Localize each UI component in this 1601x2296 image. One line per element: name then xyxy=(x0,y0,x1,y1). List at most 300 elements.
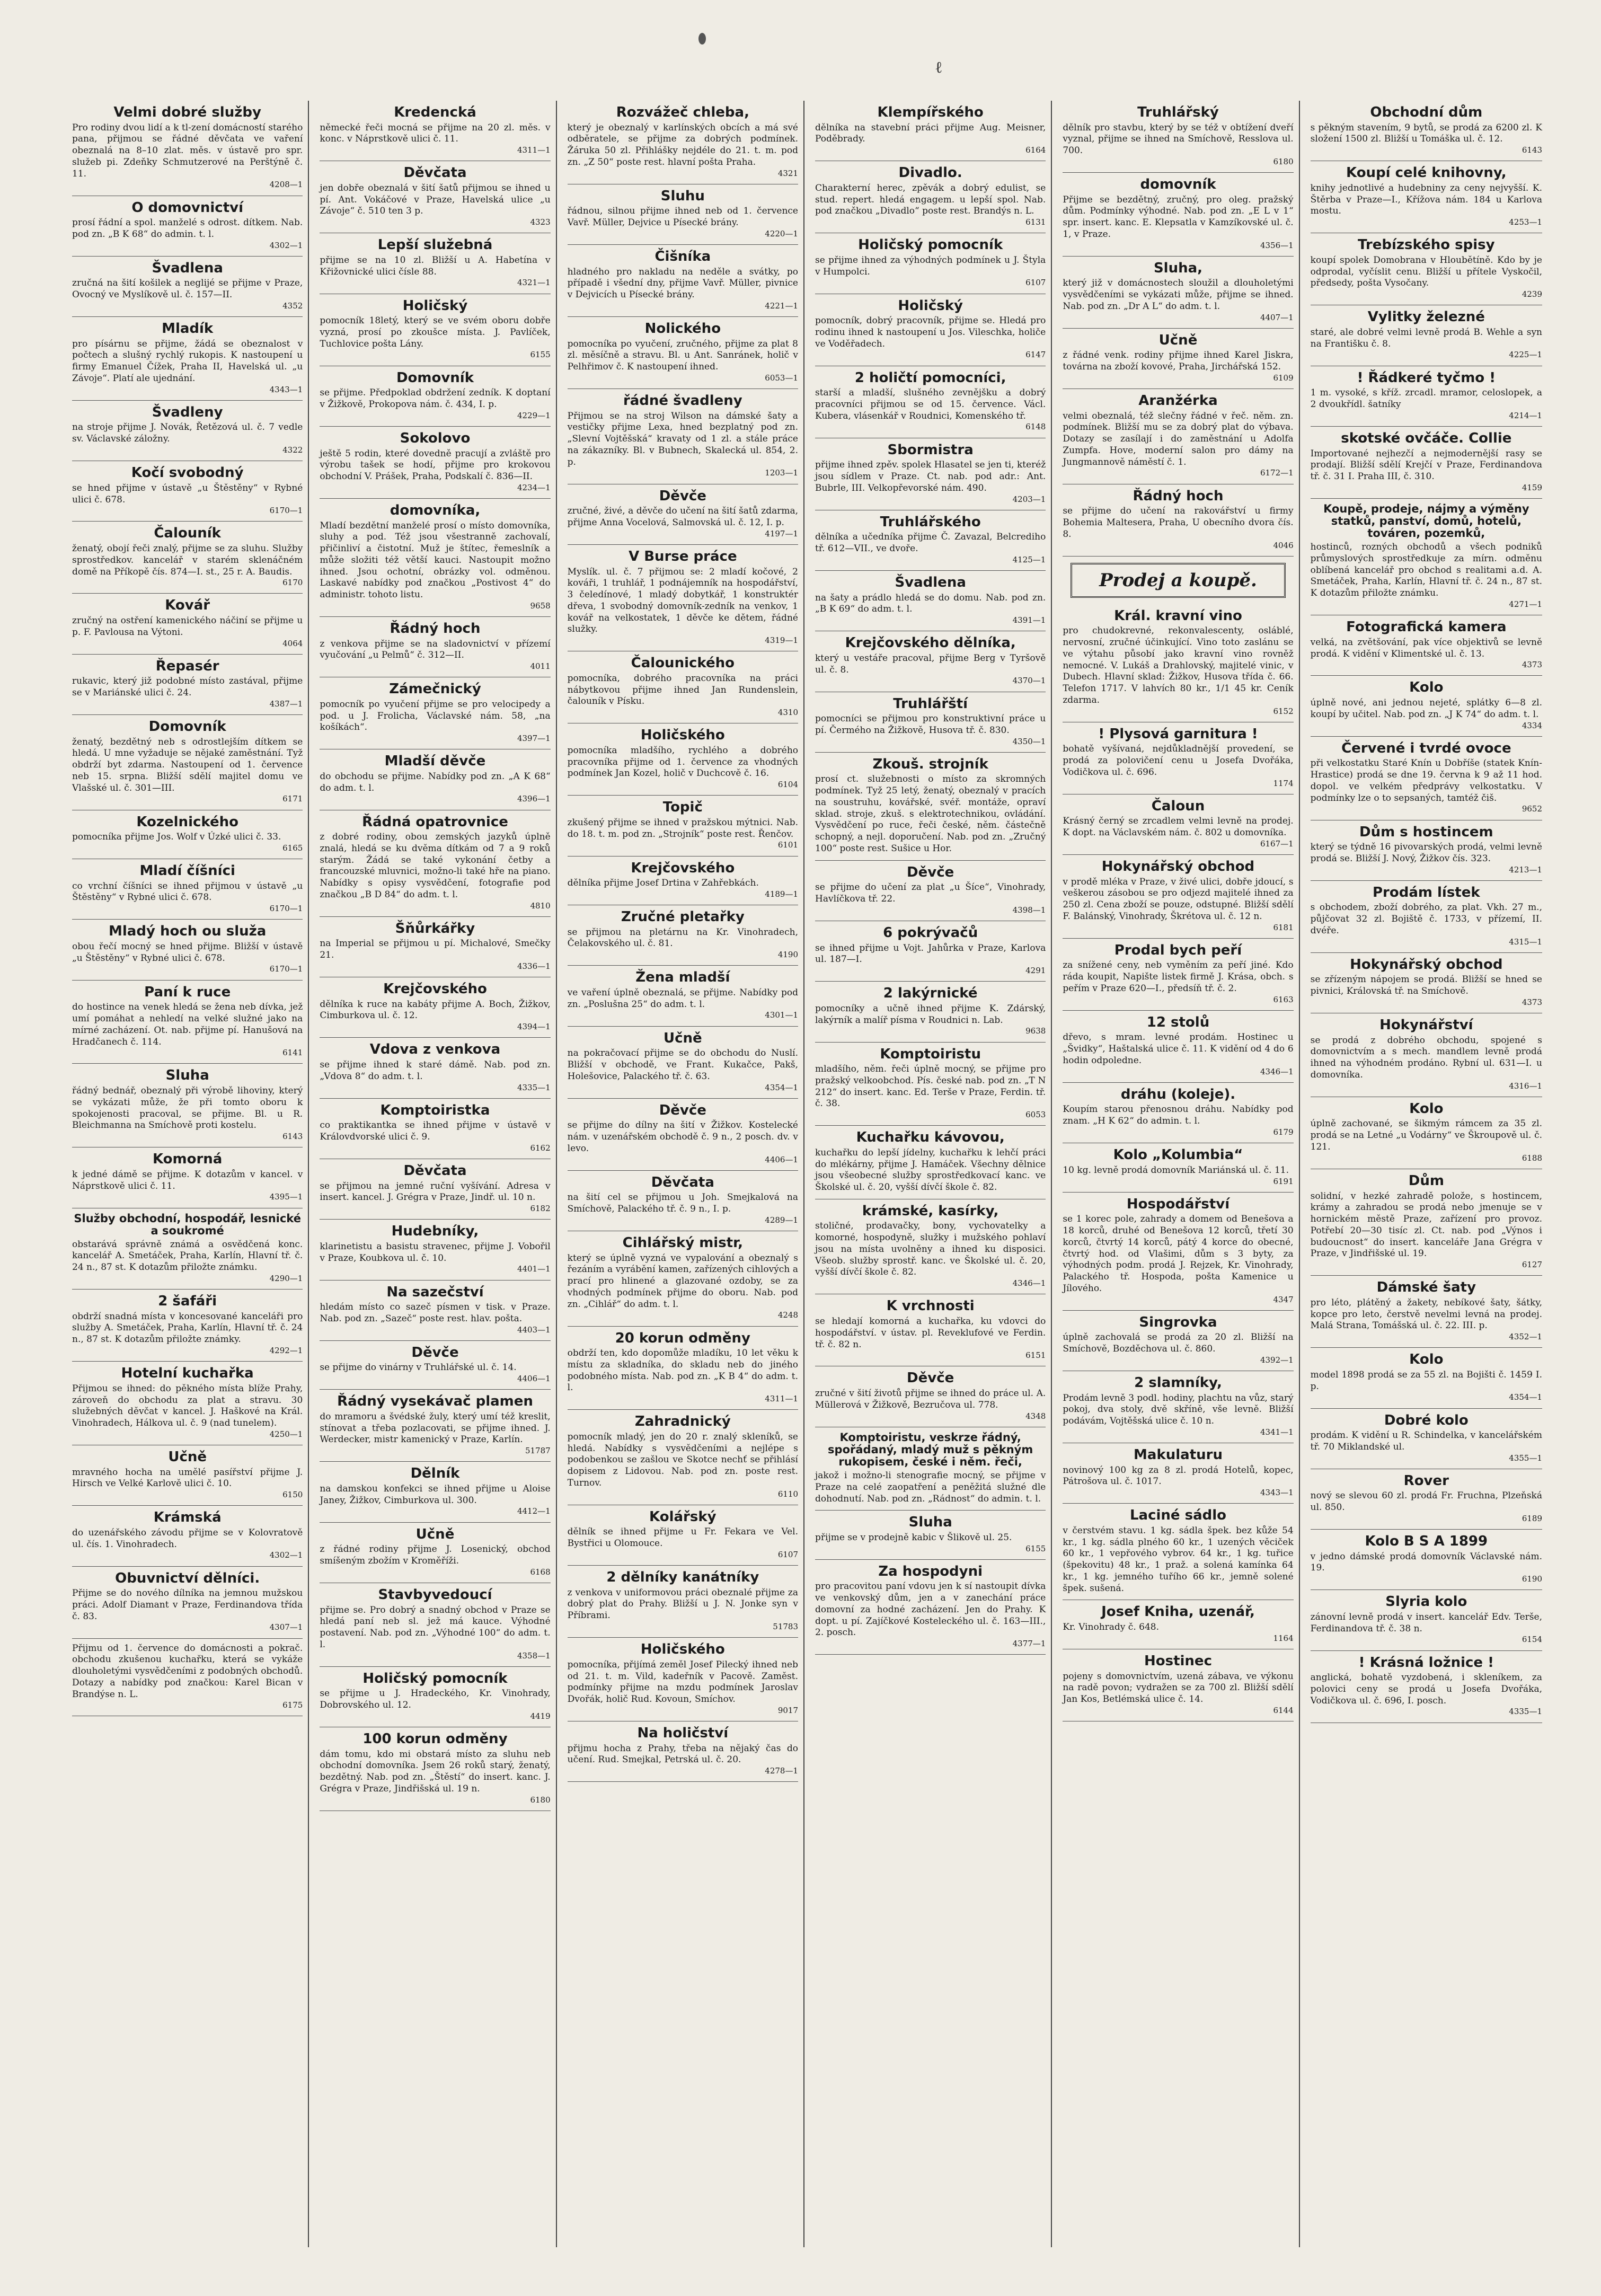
ad-text: který již v domácnostech sloužil a dlouholetými vysvědčeními se vykázati může, přijme se ihned. Nab. pod zn. „Dr A L“ do adm. t. l. xyxy=(1063,278,1294,312)
classified-ad xyxy=(568,905,798,966)
ad-text: dělníka přijme Josef Drtina v Zahřebkách. xyxy=(567,878,759,889)
ad-heading: Sluha xyxy=(908,1514,952,1531)
ad-text: za snížené ceny, neb vyměním za peří jiné. Kdo ráda koupit, Napište listek firmě J. Krása, obch. s peřím v Praze 620—I., předsíň tř. č. 2. xyxy=(1063,960,1294,994)
ad-heading: Učně xyxy=(168,1449,207,1465)
ad-text: při velkostatku Staré Knín u Dobříše (statek Knín-Hrastice) prodá se dne 19. června k 9 až 11 hod. dopol. ve velkém předprávy velkostatku. V podmínky lze o to sepsaných, tamtéž čiš. xyxy=(1310,758,1542,803)
ad-code: 6171 xyxy=(282,794,303,804)
ad-code: 4394—1 xyxy=(517,1022,551,1032)
ad-heading: Vdova z venkova xyxy=(369,1041,501,1058)
ad-text: se hledají komorná a kuchařka, ku vdovci do hospodářství. v ústav. pl. Reveklufové ve Ferdin. tř. č. 82 n. xyxy=(815,1316,1046,1350)
classified-ad xyxy=(815,571,1046,631)
ad-text: jen dobře obeznalá v šití šatů přijmou se ihned u pí. Ant. Vokáčové v Praze, Havelská ulice „u Závoje“ č. 510 ten 3 p. xyxy=(320,182,551,217)
classified-ad xyxy=(72,401,303,461)
classified-ad xyxy=(1063,1193,1293,1311)
ad-text: starší a mladší, slušného zevnějšku a dobrý pracovníci přijmou se od 15. července. Václ. Kubera, vlásenkář v Roudnici, Komenského tř. xyxy=(815,387,1046,421)
ad-text: ještě 5 rodin, které dovedně pracují a zvláště pro výrobu tašek se hodí, přijme pro krokovou obchodní V. Prášek, Praha, Podskalí č. 836—II. xyxy=(320,448,551,482)
classified-ad xyxy=(568,484,798,545)
classified-ad xyxy=(815,101,1046,161)
ad-code: 6168 xyxy=(530,1567,551,1577)
ad-text: v čerstvém stavu. 1 kg. sádla špek. bez kůže 54 kr., 1 kg. sádla plného 60 kr., 1 uzených věciček 60 kr., 1 vepřového vybrov. 64 kr., 1 kg. tuřice (špekovitu) 48 kr., 1 praž. a solená kamínka 64 kr., 1 kg. jemného tuřího 66 kr., jemně solené špek. sušená. xyxy=(1063,1525,1294,1594)
ad-text: pomocník mladý, jen do 20 r. znalý skleníků, se hledá. Nabídky s vysvědčeními a nejlépe s podobenkou se zašlou ve Skotce nechť se přihlásí dopisem z Lidovou. Nab. pod zn. poste rest. Turnov. xyxy=(567,1431,798,1488)
classified-ad xyxy=(1063,173,1293,257)
classified-ad xyxy=(1063,1443,1293,1504)
ad-heading: 2 holičtí pomocníci, xyxy=(854,369,1006,386)
classified-ad xyxy=(1311,1651,1542,1723)
ad-text: stoličné, prodavačky, bony, vychovatelky a komorné, hospodyně, služky i mužského pohlaví jsou na místa uvolněny a ihned ku disposici. Všeob. služby sprostř. kanc. ve Školské ul. č. 20, vyšší dívčí škole č. 82. xyxy=(815,1221,1046,1278)
ad-heading: Josef Kniha, uzenář, xyxy=(1101,1604,1255,1620)
ad-heading: Obchodní dům xyxy=(1370,104,1483,120)
ad-heading: Na holičství xyxy=(637,1725,729,1741)
ad-heading: Děvče xyxy=(659,488,706,504)
ad-heading: Mladý hoch ou služa xyxy=(109,923,267,940)
ad-text: klarinetistu a basistu stravenec, přijme J. Vobořil v Praze, Koubkova ul. č. 10. xyxy=(320,1241,551,1264)
ad-text: se prodá z dobrého obchodu, spojené s domovnictvím a s mech. mandlem levně prodá ihned na výhodném prodáno. Rybní ul. 631—I. u domovníka. xyxy=(1310,1035,1542,1080)
ad-code: 6182 xyxy=(530,1204,551,1214)
ad-heading: Hospodářství xyxy=(1126,1196,1230,1212)
ad-text: dělníka na stavební práci přijme Aug. Meisner, Poděbrady. xyxy=(815,122,1046,145)
classified-ad xyxy=(72,1506,303,1566)
classified-ad xyxy=(72,101,303,196)
classified-ad xyxy=(72,1290,303,1362)
ad-heading: Sokolovo xyxy=(400,430,471,446)
ad-code: 4406—1 xyxy=(517,1374,551,1384)
ad-heading: 12 stolů xyxy=(1146,1014,1210,1030)
ad-code: 6131 xyxy=(1025,217,1046,227)
ad-code: 4197—1 xyxy=(765,528,798,538)
classified-ad xyxy=(1311,737,1542,820)
ad-text: hledám místo co sazeč písmen v tisk. v Praze. Nab. pod zn. „Sazeč“ poste rest. hlav. pošta. xyxy=(320,1302,551,1324)
ad-code: 6144 xyxy=(1273,1705,1294,1715)
ad-text: zručné, živé, a děvče do učení na šití šatů zdarma, přijme Anna Vocelová, Salmovská ul. č. 12, I. p. xyxy=(567,506,798,528)
ad-code: 6170—1 xyxy=(269,506,303,516)
ad-code: 4311—1 xyxy=(765,1394,798,1404)
ad-heading: Kolo xyxy=(1409,1100,1444,1117)
ad-code: 4391—1 xyxy=(1012,615,1046,625)
classified-ad xyxy=(1311,233,1542,305)
classified-ad xyxy=(1063,1311,1293,1371)
ad-code: 4302—1 xyxy=(269,240,303,250)
ad-text: ve vaření úplně obeznalá, se přijme. Nabídky pod zn. „Poslušna 25“ do adm. t. l. xyxy=(567,987,798,1010)
ad-code: 4311—1 xyxy=(517,145,551,155)
classified-ad xyxy=(72,1445,303,1506)
classified-ad xyxy=(1063,329,1293,389)
classified-ad xyxy=(320,1462,550,1522)
ad-code: 6170—1 xyxy=(269,904,303,914)
classified-ad xyxy=(1063,389,1293,484)
ad-text: řádný bednář, obeznalý při výrobě lihoviny, který se vykázati může, že při tomto oboru k spokojenosti pracoval, se přijme. Bl. u R. Bleichmanna na Smíchově proti kostelu. xyxy=(72,1085,303,1131)
classified-ad xyxy=(1063,1371,1293,1443)
ad-text: z venkova přijme se na sladovnictví v přízemí vyučování „u Pelmů“ č. 312—II. xyxy=(320,638,551,661)
classified-ad xyxy=(1063,939,1293,1011)
ad-heading: Čaloun xyxy=(1151,798,1205,814)
ad-code: 4189—1 xyxy=(765,889,798,899)
classified-ad xyxy=(72,461,303,522)
ad-heading: Děvčata xyxy=(403,165,467,181)
classified-ad xyxy=(320,427,550,499)
ad-text: ženatý, bezdětný neb s odrostlejším dítkem se hledá. U mne vyžaduje se nějaké zaměstnání. Tyž obdrží byt zdarma. Nastoupení od 1. července neb 15. srpna. Bližší sdělí majitel domu ve Vlašské ul. č. 301—III. xyxy=(72,736,303,793)
classified-ad xyxy=(815,1511,1046,1560)
ad-heading: Truhlářského xyxy=(880,514,981,530)
ad-code: 9638 xyxy=(1025,1026,1046,1036)
classified-ad xyxy=(815,1560,1046,1655)
ad-heading: Domovník xyxy=(148,719,226,735)
classified-ad xyxy=(568,966,798,1026)
ad-text: pomocníka, přijímá zeměl Josef Pilecký ihned neb od 21. t. m. Vild, kadeřník v Pacově. Zaměst. podmínky přijme na mzdu podmínek Jaroslav Dvořák, holič Rud. Kovoun, Smíchov. xyxy=(567,1659,798,1705)
classified-ad xyxy=(815,861,1046,921)
classified-ad xyxy=(320,1281,550,1341)
classified-ad xyxy=(320,917,550,977)
ad-text: úplně nové, ani jednou nejeté, splátky 6—8 zl. koupí by učitel. Nab. pod zn. „J K 74“ do adm. t. l. xyxy=(1310,697,1542,720)
ad-code: 4350—1 xyxy=(1012,736,1046,746)
ad-heading: domovníka, xyxy=(390,502,481,518)
ad-code: 4346—1 xyxy=(1260,1066,1294,1076)
ad-heading: Řádná opatrovnice xyxy=(362,814,508,830)
classified-ad xyxy=(1311,1409,1542,1469)
ad-heading: Paní k ruce xyxy=(144,984,231,1000)
classified-ad xyxy=(1063,1504,1293,1600)
ad-heading: Řepasér xyxy=(155,658,219,674)
ad-code: 6167—1 xyxy=(1260,838,1294,849)
ad-heading: ! Krásná ložnice ! xyxy=(1358,1654,1494,1671)
ad-text: koupí spolek Domobrana v Hloubětíně. Kdo by je odprodal, vyčíslit cenu. Bližší u přítele Vyskočil, předsedy, pošta Vysočany. xyxy=(1310,254,1542,289)
classified-ad xyxy=(1311,161,1542,233)
ad-heading: Děvče xyxy=(907,1370,954,1387)
classified-ad xyxy=(815,753,1046,861)
ad-text: přijmu hocha z Prahy, třeba na nějaký čas do učení. Rud. Smejkal, Petrská ul. č. 20. xyxy=(567,1743,798,1765)
ad-code: 4396—1 xyxy=(517,794,551,804)
classified-ad xyxy=(72,1064,303,1147)
ad-text: pomocník po vyučení přijme se pro velocipedy a pod. u J. Frolicha, Václavské nám. 58, „na košíkách“. xyxy=(320,699,551,733)
ad-heading: Kuchařku kávovou, xyxy=(856,1129,1005,1146)
ad-text: hostinců, rozných obchodů a všech podniků průmyslových sprostředkuje za mírn. odměnu oblíbená kancelář pro obchod s realitami a.d. A. Smetáček, Praha, Karlín, Hlavní tř. č. 24 n., 87 st. K dotazům přiložte známku. xyxy=(1310,542,1542,599)
ad-code: 4323 xyxy=(530,217,551,227)
classified-ad xyxy=(1063,1649,1293,1721)
classified-ad xyxy=(815,233,1046,294)
classified-ad xyxy=(815,366,1046,438)
ad-text: do mramoru a švédské žuly, který umí též kreslit, stínovat a třeba pozlacovati, se přijme ihned. J. Werdecker, mistr kamenický v Praze, Karlín. xyxy=(320,1411,551,1445)
ad-heading: Hokynářský obchod xyxy=(1101,859,1255,875)
classified-ad xyxy=(1311,499,1542,615)
classified-ad xyxy=(72,522,303,594)
ad-heading: Koupí celé knihovny, xyxy=(1346,165,1507,181)
column-1 xyxy=(69,101,309,2247)
ad-heading: Divadlo. xyxy=(898,165,962,181)
classified-ad xyxy=(1063,1143,1293,1193)
ad-heading: Fotografická kamera xyxy=(1346,619,1507,635)
classified-ad xyxy=(1311,101,1542,161)
ad-code: 4046 xyxy=(1273,540,1294,550)
classified-ad xyxy=(320,1583,550,1667)
ad-heading: dráhu (koleje). xyxy=(1120,1086,1236,1102)
ad-code: 6181 xyxy=(1273,922,1294,932)
ad-heading: Obuvnictví dělníci. xyxy=(115,1570,260,1586)
ad-heading: Holičského xyxy=(640,727,725,744)
ad-heading: Hotelní kuchařka xyxy=(121,1365,254,1382)
ad-code: 6147 xyxy=(1025,350,1046,360)
ad-text: dělník se ihned přijme u Fr. Fekara ve Vel. Bystřici u Olomouce. xyxy=(567,1526,798,1549)
ad-text: úplně zachované, se šikmým rámcem za 35 zl. prodá se na Letné „u Vodárny“ ve Škroupově ul. č. 121. xyxy=(1310,1118,1542,1152)
ad-code: 1203—1 xyxy=(765,468,798,478)
ad-text: zručný na ostření kamenického náčiní se přijme u p. F. Pavlousa na Výtoni. xyxy=(72,615,303,638)
ad-code: 4203—1 xyxy=(1012,494,1046,504)
ad-code: 6143 xyxy=(1522,145,1542,155)
ad-heading: Sluha, xyxy=(1153,260,1203,276)
ad-text: se přijmou na jemné ruční vyšívání. Adresa v insert. kancel. J. Grégra v Praze, Jindř. ul. 10 n. xyxy=(320,1180,551,1203)
ad-code: 4253—1 xyxy=(1509,217,1542,227)
classified-ad xyxy=(72,655,303,715)
ad-code: 4335—1 xyxy=(1509,1707,1542,1717)
column-4 xyxy=(812,101,1052,2247)
ad-code: 4239 xyxy=(1522,289,1542,299)
classified-ad xyxy=(72,1147,303,1208)
ad-text: dělníka k ruce na kabáty přijme A. Boch, Žižkov, Cimburkova ul. č. 12. xyxy=(320,999,551,1021)
ad-code: 4064 xyxy=(282,638,303,648)
ad-text: přijme ihned zpěv. spolek Hlasatel se jen ti, kteréž jsou sídlem v Praze. Ct. nab. pod adr.: Ant. Bubrle, III. Velkopřevorské nám. 490. xyxy=(815,460,1046,493)
ad-text: anglická, bohatě vyzdobená, i skleníkem, za polovici ceny se prodá u Josefa Dvořáka, Vodičkova ul. č. 696, I. posch. xyxy=(1310,1672,1542,1706)
classified-ad xyxy=(1311,1013,1542,1097)
ad-heading: Topič xyxy=(662,799,703,816)
ad-text: Krásný černý se zrcadlem velmi levně na prodej. K dopt. na Václavském nám. č. 802 u domovníka. xyxy=(1063,816,1294,838)
ad-heading: Kolo B S A 1899 xyxy=(1365,1533,1488,1550)
ad-text: pro pracovitou paní vdovu jen k sí nastoupit dívka ve venkovský dům, jen a v zanechání práce domovní za hodné zacházení. Jen do Prahy. K dopt. u pí. Zajíčkové Kosteleckého ul. č. 163—III., 2. posch. xyxy=(815,1581,1046,1638)
classified-ad xyxy=(568,1327,798,1410)
ad-code: 4392—1 xyxy=(1260,1355,1294,1365)
classified-ad xyxy=(1311,953,1542,1013)
ad-code: 9658 xyxy=(530,601,551,611)
ad-text: který se úplně vyzná ve vypalování a obeznalý s řezáním a vyrábění kamen, zařízených cihlových a prací pro hlinené a glazované ozdoby, se za vhodných podmínek přijme do oboru. Nab. pod zn. „Cihlář“ do adm. t. l. xyxy=(567,1252,798,1310)
ad-text: jakož i možno-li stenografie mocný, se přijme v Praze na celé zaopatření a peněžitá služné dle dohodnutí. Nab. pod zn. „Rádnost“ do admin. t. l. xyxy=(815,1470,1046,1504)
classified-ad xyxy=(815,1366,1046,1427)
ad-text: pomocníka, dobrého pracovníka na práci nábytkovou přijme ihned Jan Rundenslein, čalouník v Písku. xyxy=(567,673,798,707)
classified-ad xyxy=(1311,1469,1542,1530)
ad-text: Koupím starou přenosnou dráhu. Nabídky pod znam. „H K 62“ do admin. t. l. xyxy=(1063,1104,1294,1127)
classified-ad xyxy=(1063,604,1293,722)
classified-ad xyxy=(1311,427,1542,499)
ad-text: k jedné dámě se přijme. K dotazům v kancel. v Náprstkově ulici č. 11. xyxy=(72,1169,303,1191)
ad-code: 6101 xyxy=(777,840,798,850)
ad-code: 4407—1 xyxy=(1260,312,1294,322)
ad-code: 4125—1 xyxy=(1012,554,1046,564)
ad-heading: Švadlena xyxy=(895,574,966,590)
ad-heading: Děvče xyxy=(411,1344,459,1361)
ad-code: 6107 xyxy=(1025,278,1046,288)
ad-text: dřevo, s mram. levné prodám. Hostinec u „Švidky“, Haštalská ulice č. 11. K vidění od 4 do 6 hodin odpoledne. xyxy=(1063,1032,1294,1066)
ad-code: 4213—1 xyxy=(1509,864,1542,875)
ad-text: 1 m. vysoké, s kříž. zrcadl. mramor, celoslopek, a 2 dvoukřídl. šatníky xyxy=(1310,387,1542,410)
column-5 xyxy=(1059,101,1299,2247)
ad-code: 4229—1 xyxy=(517,410,551,420)
ad-heading: skotské ovčáče. Collie xyxy=(1341,430,1512,446)
ad-code: 4011 xyxy=(530,661,551,672)
ad-text: pojeny s domovnictvím, uzená zábava, ve výkonu na radě povon; vydražen se za 700 zl. Bližší sdělí Jan Kos, Betlémská ulice č. 14. xyxy=(1063,1671,1294,1705)
classified-ad xyxy=(815,1043,1046,1126)
ad-code: 4406—1 xyxy=(765,1154,798,1164)
ad-heading: Truhlářští xyxy=(893,695,968,712)
classified-ad xyxy=(72,196,303,257)
ad-text: se přijme do učení za plat „u Šíce“, Vinohrady, Havlíčkova tř. 22. xyxy=(815,882,1046,904)
classified-ad xyxy=(568,389,798,484)
ad-code: 6155 xyxy=(1025,1543,1046,1553)
ad-heading: Holičský xyxy=(402,297,468,314)
ad-code: 4347 xyxy=(1273,1294,1294,1304)
ad-code: 4290—1 xyxy=(269,1273,303,1283)
ad-text: se přijme do vinárny v Truhlářské ul. č. 14. xyxy=(320,1362,517,1373)
ad-code: 6053—1 xyxy=(765,373,798,383)
ad-code: 4356—1 xyxy=(1260,240,1294,250)
ad-text: Přijmou se na stroj Wilson na dámské šaty a vestičky přijme Lexa, hned bezplatný pod zn. „Slevní Vojtěšská“ kravaty od 1 zl. a stále práce na zákazníky. Bl. v Bubnech, Skalecká ul. 854, 2. p. xyxy=(567,410,798,467)
ad-text: úplně zachovalá se prodá za 20 zl. Bližší na Smíchově, Bozděchova ul. č. 860. xyxy=(1063,1332,1294,1355)
ad-code: 9017 xyxy=(777,1705,798,1715)
ad-text: na pokračovací přijme se do obchodu do Nuslí. Bližší v obchodě, ve Frant. Kukačce, Pakš, Holešovice, Palackého tř. č. 63. xyxy=(567,1048,798,1082)
ad-text: prosí ct. služebnosti o místo za skromných podmínek. Tyž 25 letý, ženatý, obeznalý v pracích na soustruhu, kovářské, svéř. montáže, opraví sklad. stroje, zkuš. s elektrotechnikou, ovládání. Vysvědčení po ruce, řeči české, něm. částečně schopný, a nejl. doporučení. Nab. pod zn. „Zručný 100“ poste rest. Sušice u Hor. xyxy=(815,774,1046,854)
ad-code: 6189 xyxy=(1522,1513,1542,1523)
ad-text: s obchodem, zboží dobrého, za plat. Vkh. 27 m., půjčovat 32 zl. Bojiště č. 1733, v přízemí, II. dvéře. xyxy=(1310,902,1542,936)
ad-heading: Řádný hoch xyxy=(1133,488,1224,504)
ad-text: nový se slevou 60 zl. prodá Fr. Fruchna, Plzeňská ul. 850. xyxy=(1310,1490,1542,1513)
ad-code: 4289—1 xyxy=(765,1215,798,1225)
ad-text: Přijme se bezdětný, zručný, pro oleg. pražský dům. Podmínky výhodné. Nab. pod zn. „E L v 1“ spr. insert. kanc. E. Klepsatla v Kamzíkovské ul. č. 1, v Praze. xyxy=(1063,194,1294,240)
ad-code: 4398—1 xyxy=(1012,905,1046,915)
classified-ad xyxy=(320,1390,550,1462)
ad-text: velká, na zvětšování, pak více objektivů se levně prodá. K vidění v Klimentské ul. č. 13. xyxy=(1310,637,1542,659)
ad-heading: ! Plysová garnitura ! xyxy=(1098,726,1258,742)
classified-ad xyxy=(568,1505,798,1566)
classified-ad xyxy=(568,184,798,245)
column-6 xyxy=(1307,101,1547,2247)
ad-heading: Makulaturu xyxy=(1134,1447,1223,1463)
ad-heading: Aranžérka xyxy=(1138,393,1218,409)
ad-heading: Řádný vysekávač plamen xyxy=(337,1393,533,1410)
ad-code: 4278—1 xyxy=(765,1766,798,1776)
ad-text: obstarává správně známá a osvědčená konc. kancelář A. Smetáček, Praha, Karlín, Hlavní tř. č. 24 n., 87 st. K dotazům přiložte známku. xyxy=(72,1239,303,1273)
ad-text: z řádné venk. rodiny přijme ihned Karel Jiskra, továrna na zboží kovové, Praha, Jirchářská 152. xyxy=(1063,350,1294,373)
classified-ad xyxy=(1063,101,1293,173)
classified-ad xyxy=(1311,366,1542,427)
classified-ad xyxy=(72,981,303,1064)
ad-heading: Červené i tvrdé ovoce xyxy=(1341,740,1511,756)
ad-text: zánovní levně prodá v insert. kancelář Edv. Terše, Ferdinandova tř. č. 38 n. xyxy=(1310,1611,1542,1634)
ad-heading: Za hospodyni xyxy=(878,1563,983,1579)
ad-text: na Imperial se přijmou u pí. Michalové, Smečky 21. xyxy=(320,938,551,961)
ad-code: 4292—1 xyxy=(269,1345,303,1355)
ad-text: Přijmou se ihned: do pěkného místa blíže Prahy, zároveň do obchodu za plat a stravu. 30 služebných děvčat v kancel. J. Haškové na Král. Vinohradech, Hálkova ul. č. 9 (nad tunelem). xyxy=(72,1383,303,1428)
ad-heading: Vylitky železné xyxy=(1367,309,1485,325)
ad-text: Přijmu od 1. července do domácnosti a pokrač. obchodu zkušenou kuchařku, která se vykáže dlouholetými vysvědčeními z podobných obchodů. Dotazy a nabídky pod značkou: Karel Bican v Brandýse n. L. xyxy=(72,1642,303,1700)
classified-ad xyxy=(1063,794,1293,855)
ad-heading: Švadlena xyxy=(152,260,223,276)
ad-code: 6152 xyxy=(1273,706,1294,716)
ad-text: pomocník, dobrý pracovník, přijme se. Hledá pro rodinu ihned k nastoupení u Jos. Vileschka, holiče ve Voděřadech. xyxy=(815,315,1046,349)
ad-heading: Zkouš. strojník xyxy=(872,756,988,772)
ad-code: 6180 xyxy=(530,1795,551,1805)
ad-heading: Prodám lístek xyxy=(1372,884,1480,900)
ad-heading: Kočí svobodný xyxy=(131,465,244,481)
ad-text: Kr. Vinohrady č. 648. xyxy=(1063,1622,1159,1632)
classified-ad xyxy=(1311,305,1542,366)
ad-code: 4354—1 xyxy=(765,1082,798,1092)
classified-ad xyxy=(568,1566,798,1638)
ad-text: Charakterní herec, zpěvák a dobrý edulist, se stud. repert. hledá engagem. u lepší spol. Nab. pod značkou „Divadlo“ poste rest. Brandýs n. L. xyxy=(815,182,1046,217)
classified-ad xyxy=(1311,820,1542,881)
classified-ad xyxy=(72,257,303,317)
ad-text: řádnou, silnou přijme ihned neb od 1. července Vavř. Müller, Dejvice u Písecké brány. xyxy=(567,206,798,228)
ad-text: pomocníka mladšího, rychlého a dobrého pracovníka přijme od 1. července za vhodných podmínek Jan Kozel, holič v Duchcově č. 16. xyxy=(567,745,798,779)
classified-ad xyxy=(1311,1590,1542,1650)
ad-heading: Šňůrkářky xyxy=(395,920,475,937)
ad-heading: V Burse práce xyxy=(629,548,737,564)
ad-code: 4334 xyxy=(1522,720,1542,730)
ad-heading: Děvče xyxy=(659,1102,706,1118)
ad-heading: Děvče xyxy=(907,864,954,880)
classified-ad xyxy=(568,1099,798,1171)
classified-ad xyxy=(320,499,550,617)
ad-heading: 2 slamníky, xyxy=(1134,1375,1222,1391)
classified-ad xyxy=(568,101,798,184)
ad-heading: Komptoiristu, veskrze řádný, spořádaný, mladý muž s pěkným rukopisem, české i něm. řeči, xyxy=(828,1430,1033,1468)
classified-ad xyxy=(72,594,303,654)
classified-ad xyxy=(815,921,1046,982)
ad-heading: 20 korun odměny xyxy=(615,1330,750,1346)
ad-heading: Singrovka xyxy=(1139,1314,1217,1330)
classified-ad xyxy=(1311,1097,1542,1169)
classified-ad xyxy=(1063,484,1293,557)
ad-code: 6172—1 xyxy=(1260,468,1294,478)
ad-heading: 2 dělníky kanátníky xyxy=(606,1569,759,1586)
ad-code: 6165 xyxy=(282,843,303,853)
classified-ad xyxy=(1311,676,1542,736)
ad-text: který se týdně 16 pivovarských prodá, velmi levně prodá se. Bližší J. Nový, Žižkov čís. 323. xyxy=(1310,842,1542,864)
ad-code: 4419 xyxy=(530,1711,551,1721)
ad-code: 4214—1 xyxy=(1509,410,1542,420)
ad-code: 4343—1 xyxy=(1260,1488,1294,1498)
ad-text: se zřízeným nápojem se prodá. Bližší se hned se pivnici, Královská tř. na Smíchově. xyxy=(1310,974,1542,997)
ad-heading: Prodal bych peří xyxy=(1114,942,1242,958)
ad-text: z řádné rodiny přijme J. Losenický, obchod smíšeným zbožím v Kroměříži. xyxy=(320,1544,551,1566)
classified-ad xyxy=(320,1667,550,1727)
ad-heading: 2 lakýrnické xyxy=(883,985,978,1002)
classified-ad xyxy=(568,856,798,906)
ad-heading: Zámečnický xyxy=(389,681,481,697)
ad-text: mravného hocha na umělé pasířství přijme J. Hirsch ve Velké Karlově ulici č. 10. xyxy=(72,1467,303,1489)
ad-heading: Řádný hoch xyxy=(390,620,481,637)
ad-text: pomocníci se přijmou pro konstruktivní práce u pí. Čermého na Žižkově, Husova tř. č. 830. xyxy=(815,713,1046,736)
ad-text: pomocník 18letý, který se ve svém oboru dobře vyzná, prosí po zkoušce místa. J. Pavlíček, Tuchlovice pošta Lány. xyxy=(320,315,551,349)
classified-ad xyxy=(815,510,1046,571)
ad-heading: Služby obchodní, hospodář, lesnické a soukromé xyxy=(74,1212,301,1237)
ad-text: se přijme do učení na rakovářství u firmy Bohemia Maltesera, Praha, U obecního dvora čís. 8. xyxy=(1063,506,1294,540)
ad-code: 6107 xyxy=(777,1549,798,1559)
ad-heading: Dobré kolo xyxy=(1384,1412,1469,1428)
ad-text: se přijme ihned k staré dámě. Nab. pod zn. „Vdova 8“ do adm. t. l. xyxy=(320,1059,551,1082)
ad-code: 6104 xyxy=(777,780,798,790)
ad-text: bohatě vyšívaná, nejdůkladnější provedení, se prodá za polovičení cenu u Josefa Dvořáka, Vodičkova ul. č. 696. xyxy=(1063,744,1294,778)
ad-text: který je obeznalý v karlínských obcích a má své odběratele, se přijme za dobrých podmínek. Žáruka 50 zl. Přihlášky nejdéle do 21. t. m. pod zn. „Z 50“ poste rest. hlavní pošta Praha. xyxy=(567,122,798,167)
ad-text: co praktikantka se ihned přijme v ústavě v Královdvorské ulici č. 9. xyxy=(320,1120,551,1143)
ad-heading: Laciné sádlo xyxy=(1129,1507,1227,1524)
ad-heading: Domovník xyxy=(396,369,474,386)
ad-text: obdrží snadná místa v koncesované kanceláři pro služby A. Smetáček, Praha, Karlín, Hlavní tř. č. 24 n., 87 st. K dotazům přiložte známky. xyxy=(72,1311,303,1345)
ad-text: ženatý, obojí řeči znalý, přijme se za sluhu. Služby sprostředkov. kancelář v starém sklenáčném domě na Příkopě čís. 874—I. st., 25 r. A. Baudis. xyxy=(72,543,303,577)
ad-heading: ! Řádkeré tyčmo ! xyxy=(1357,369,1496,386)
classified-ad xyxy=(320,1159,550,1220)
ad-text: do hostince na venek hledá se žena neb dívka, jež umí pomáhat a nehledí na velké služné jako na mírné zacházení. Ot. nab. přijme pí. Hanušová na Hradčanech č. 114. xyxy=(72,1002,303,1047)
ad-text: Importované nejhezčí a nejmodernější rasy se prodají. Bližší sdělí Krejčí v Praze, Ferdinandova tř. č. 31 I. Praha III, č. 310. xyxy=(1310,448,1542,482)
ad-code: 4307—1 xyxy=(269,1622,303,1632)
ad-code: 6190 xyxy=(1522,1574,1542,1584)
ad-text: pro léto, plátěný a žakety, nebíkové šaty, šátky, kopce pro leto, čerstvě nevelmi levná na prodej. Malá Strana, Tomášská ul. č. 22. III. p. xyxy=(1310,1297,1542,1331)
ad-text: prodám. K vidění u R. Schindelka, v kancelářském tř. 70 Miklandské ul. xyxy=(1310,1430,1542,1452)
ad-text: Pro rodiny dvou lidí a k tl-zení domácností starého pana, přijmou se řádné děvčata ve vaření obeznalá na 8–10 zlat. měs. v ústavě pro spr. služeb pi. Zdeňky Schmutzerové na Perštýně č. 11. xyxy=(72,122,303,179)
